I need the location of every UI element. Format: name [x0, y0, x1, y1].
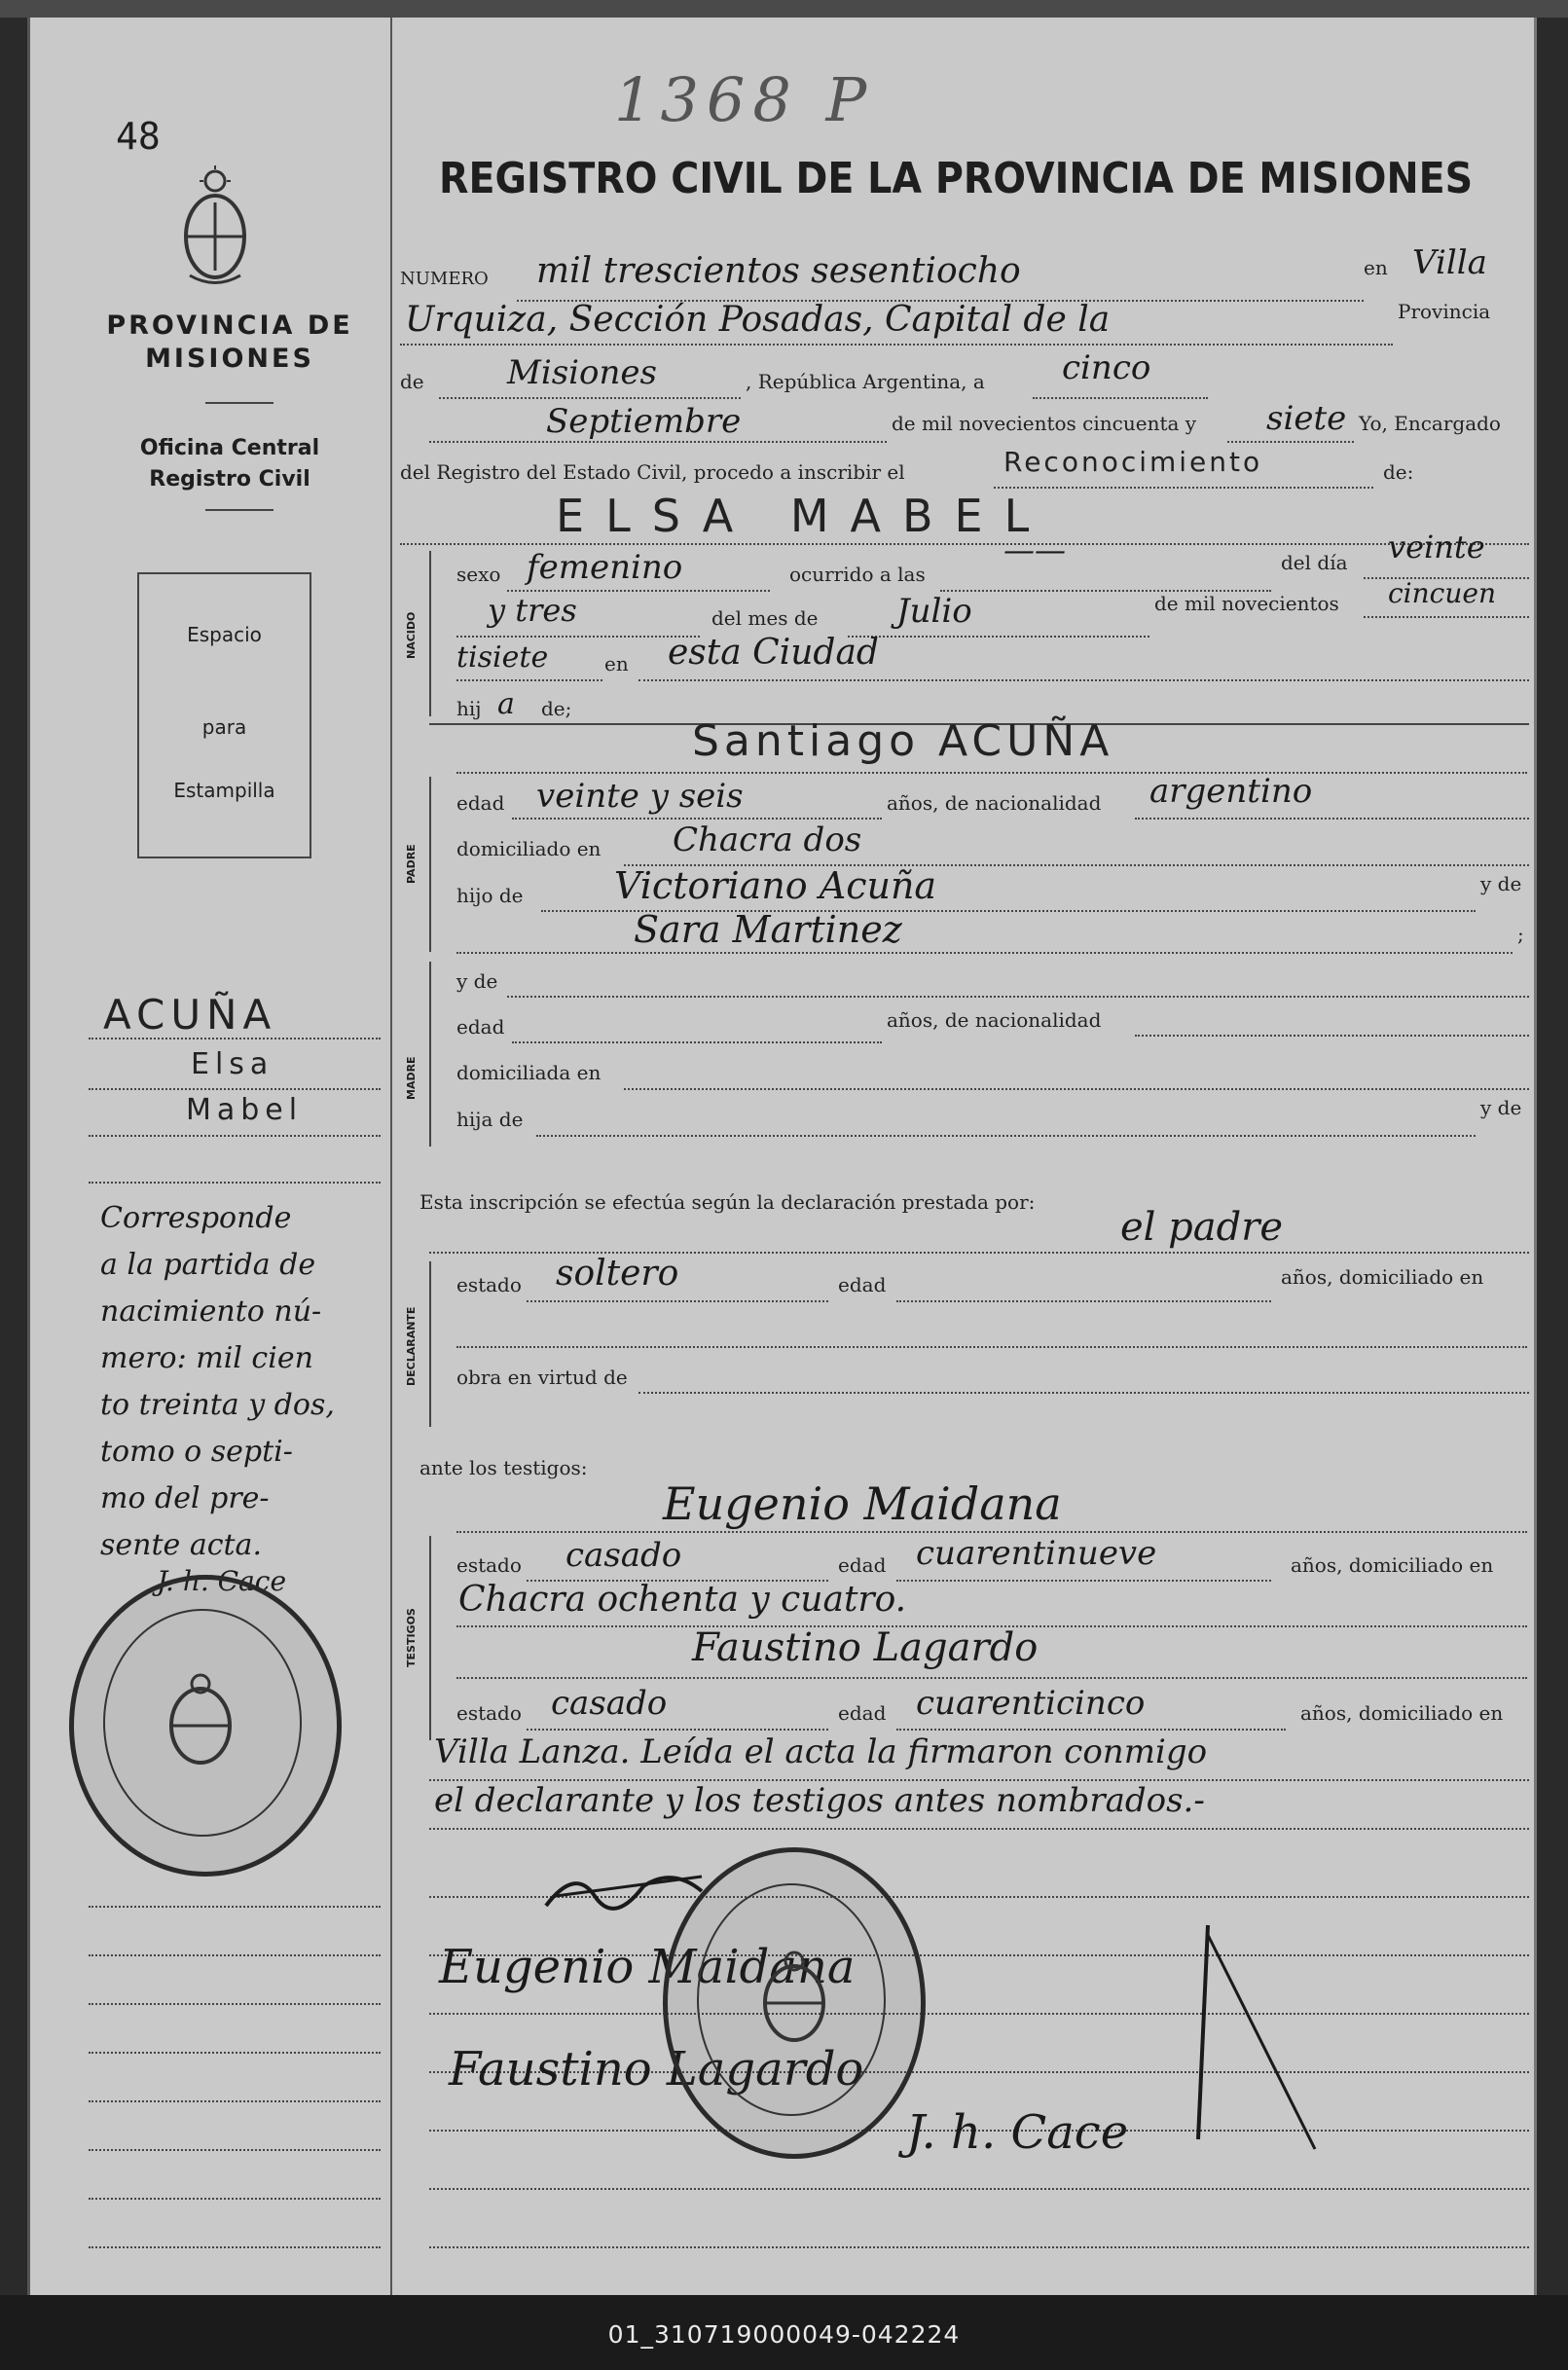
margin-note-line: sente acta.: [100, 1528, 262, 1562]
label-del-dia: del día: [1281, 551, 1348, 574]
label-hij: hij: [456, 697, 482, 720]
entry-witness1: Eugenio Maidana: [663, 1477, 1062, 1530]
entry-birth-day2: y tres: [488, 592, 577, 629]
stamp-box-line1: Espacio: [187, 623, 262, 646]
label-hijo-de: hijo de: [456, 884, 524, 907]
label-sexo: sexo: [456, 563, 501, 586]
entry-province: Misiones: [507, 353, 657, 392]
stamp-box-line2: para: [201, 715, 247, 739]
entry-closing1: Villa Lanza. Leída el acta la firmaron conmigo: [434, 1732, 1208, 1771]
seal-emblem-icon: [157, 1672, 244, 1769]
label-yo-encargado: Yo, Encargado: [1359, 412, 1501, 435]
signature-flourish: [1140, 1906, 1334, 2159]
office-line2: Registro Civil: [149, 467, 310, 492]
stamp-box-line3: Estampilla: [173, 779, 275, 802]
label-anos-nacionalidad: años, de nacionalidad: [887, 791, 1102, 815]
margin-note-line: a la partida de: [100, 1248, 316, 1282]
margin-note-line: mero: mil cien: [100, 1341, 313, 1375]
label-y-de-madre2: y de: [1480, 1096, 1522, 1119]
label-anos-domiciliado-w1: años, domiciliado en: [1291, 1553, 1494, 1577]
section-declarante: DECLARANTE: [405, 1306, 418, 1386]
label-inscripcion: Esta inscripción se efectúa según la declaración prestada por:: [419, 1190, 1036, 1214]
label-provincia: Provincia: [1398, 300, 1491, 323]
entry-father-parent1: Victoriano Acuña: [614, 864, 937, 907]
margin-note-line: nacimiento nú-: [100, 1294, 322, 1329]
label-domiciliado-padre: domiciliado en: [456, 837, 602, 860]
margin-column: [30, 18, 392, 2295]
entry-hour: ——: [1003, 531, 1066, 568]
entry-father-dom: Chacra dos: [673, 820, 862, 859]
label-edad-decl: edad: [838, 1273, 887, 1296]
label-hija-de: hija de: [456, 1108, 524, 1131]
label-estado-w2: estado: [456, 1701, 522, 1725]
label-hij-de: de;: [541, 697, 572, 720]
section-padre: PADRE: [405, 844, 418, 885]
stamp-space-box: [137, 572, 311, 858]
signature-witness1: Eugenio Maidana: [439, 1940, 856, 1994]
label-mil-novecientos: de mil novecientos: [1154, 592, 1339, 615]
entry-declarant: el padre: [1120, 1205, 1284, 1250]
margin-note-line: to treinta y dos,: [100, 1388, 335, 1422]
label-edad-padre: edad: [456, 791, 505, 815]
entry-place2: Urquiza, Sección Posadas, Capital de la: [405, 300, 1111, 340]
section-testigos: TESTIGOS: [405, 1608, 418, 1668]
entry-father-nat: argentino: [1149, 772, 1313, 811]
margin-note-line: tomo o septi-: [100, 1435, 293, 1469]
register-page: [27, 18, 1537, 2295]
entry-father-parent2: Sara Martinez: [634, 908, 902, 951]
entry-witness2-estado: casado: [551, 1684, 668, 1723]
label-edad-madre: edad: [456, 1015, 505, 1039]
label-domiciliada: domiciliada en: [456, 1061, 602, 1084]
label-de-colon: de:: [1383, 460, 1414, 484]
entry-sex: femenino: [527, 548, 683, 587]
divider: [205, 509, 273, 511]
label-estado-w1: estado: [456, 1553, 522, 1577]
label-numero: NUMERO: [400, 269, 489, 289]
image-id-label: 01_310719000049-042224: [607, 2320, 961, 2349]
scan-top-edge: [0, 0, 1568, 18]
page-right-edge: [1534, 18, 1537, 2295]
label-y-de-madre: y de: [456, 969, 498, 993]
entry-day: cinco: [1062, 348, 1151, 387]
entry-birth-year2: tisiete: [456, 640, 549, 675]
entry-closing2: el declarante y los testigos antes nombrados.-: [434, 1781, 1205, 1820]
label-en-place: en: [604, 652, 629, 675]
entry-place1: Villa: [1412, 243, 1487, 282]
entry-birth-year1: cincuen: [1388, 577, 1496, 609]
entry-birth-month: Julio: [896, 592, 972, 631]
margin-note: [100, 1195, 392, 1569]
label-del-registro: del Registro del Estado Civil, procedo a inscribir el: [400, 460, 905, 484]
registry-seal-right: [663, 1847, 926, 2159]
scan-footer: [0, 2295, 1568, 2370]
coat-of-arms-icon: [176, 164, 254, 290]
label-anos-domiciliado-decl: años, domiciliado en: [1281, 1265, 1484, 1289]
entry-father-name: Santiago ACUÑA: [692, 716, 1114, 766]
label-ocurrido: ocurrido a las: [789, 563, 926, 586]
label-obra: obra en virtud de: [456, 1366, 628, 1389]
office-line1: Oficina Central: [139, 436, 320, 460]
margin-first-name: Elsa: [191, 1047, 274, 1081]
section-madre: MADRE: [405, 1056, 418, 1101]
label-edad-w1: edad: [838, 1553, 887, 1577]
entry-father-age: veinte y seis: [536, 777, 744, 816]
entry-hij-suffix: a: [497, 687, 515, 721]
entry-witness1-dom: Chacra ochenta y cuatro.: [458, 1580, 907, 1620]
margin-note-line: Corresponde: [100, 1201, 292, 1235]
document-title: REGISTRO CIVIL DE LA PROVINCIA DE MISIONES: [439, 154, 1474, 203]
entry-witness1-estado: casado: [565, 1536, 682, 1575]
label-republica: , República Argentina, a: [746, 370, 985, 393]
signature-registrar: J. h. Cace: [906, 2105, 1129, 2160]
label-y-de-padre: y de: [1480, 872, 1522, 895]
entry-child-name: ELSA MABEL: [556, 490, 1051, 542]
margin-second-name: Mabel: [186, 1093, 304, 1127]
entry-year: siete: [1266, 399, 1347, 438]
label-anos-domiciliado-w2: años, domiciliado en: [1300, 1701, 1504, 1725]
page-number: 48: [116, 115, 161, 158]
section-nacido: NACIDO: [405, 611, 418, 660]
entry-birth-day1: veinte: [1388, 529, 1485, 565]
entry-month: Septiembre: [546, 402, 742, 441]
folio-number: 1368 P: [614, 64, 875, 135]
entry-witness1-edad: cuarentinueve: [916, 1534, 1157, 1573]
entry-witness2-edad: cuarenticinco: [916, 1684, 1146, 1723]
label-mil-novecientos-cincuenta: de mil novecientos cincuenta y: [892, 412, 1197, 435]
divider: [205, 402, 273, 404]
label-edad-w2: edad: [838, 1701, 887, 1725]
province-name: PROVINCIA DE MISIONES: [106, 310, 353, 374]
entry-act-type: Reconocimiento: [1003, 446, 1263, 478]
registry-seal-left: [69, 1575, 342, 1877]
entry-numero: mil trescientos sesentiocho: [536, 251, 1021, 291]
label-anos-nacionalidad-madre: años, de nacionalidad: [887, 1008, 1102, 1032]
label-en: en: [1364, 256, 1388, 279]
label-semicolon: ;: [1517, 923, 1524, 946]
label-de: de: [400, 370, 424, 393]
label-del-mes: del mes de: [711, 606, 819, 630]
margin-note-line: mo del pre-: [100, 1481, 270, 1515]
entry-witness2: Faustino Lagardo: [692, 1625, 1039, 1670]
seal-emblem-icon: [750, 1950, 838, 2047]
margin-surname: ACUÑA: [103, 991, 277, 1039]
entry-declarant-estado: soltero: [556, 1254, 679, 1294]
margin-note-signature: J. h. Cace: [157, 1565, 287, 1597]
label-ante-testigos: ante los testigos:: [419, 1456, 588, 1479]
label-estado-decl: estado: [456, 1273, 522, 1296]
signature-witness2: Faustino Lagardo: [449, 2042, 864, 2097]
entry-birth-place: esta Ciudad: [668, 633, 879, 673]
